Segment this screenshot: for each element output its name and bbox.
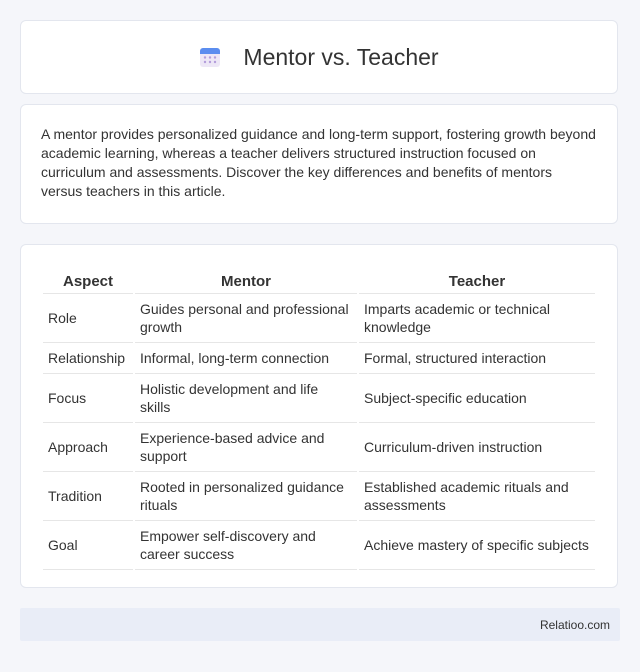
table-row [43, 521, 595, 570]
comparison-table-card [20, 244, 618, 588]
title-card [20, 20, 618, 94]
intro-text: A mentor provides personalized guidance and long-term support, fostering growth beyond academic learning, whereas a teacher delivers structured instruction focused on curriculum and assessments. Discover the key differences and benefits of mentors versus teachers in this article. [41, 126, 596, 199]
table-row [43, 374, 595, 423]
row-teacher: Achieve mastery of specific subjects [359, 521, 595, 570]
row-aspect: Tradition [43, 472, 133, 521]
calendar-icon [199, 46, 221, 68]
row-mentor: Empower self-discovery and career success [135, 521, 357, 570]
footer [20, 608, 620, 641]
row-teacher: Curriculum-driven instruction [359, 423, 595, 472]
row-teacher: Imparts academic or technical knowledge [359, 294, 595, 343]
row-teacher: Subject-specific education [359, 374, 595, 423]
row-mentor: Rooted in personalized guidance rituals [135, 472, 357, 521]
row-mentor: Informal, long-term connection [135, 343, 357, 374]
table-row [43, 472, 595, 521]
row-aspect: Relationship [43, 343, 133, 374]
table-row [43, 423, 595, 472]
row-aspect: Focus [43, 374, 133, 423]
row-mentor: Guides personal and professional growth [135, 294, 357, 343]
row-teacher: Formal, structured interaction [359, 343, 595, 374]
table-row [43, 294, 595, 343]
row-aspect: Approach [43, 423, 133, 472]
row-aspect: Role [43, 294, 133, 343]
footer-site-link[interactable]: Relatioo.com [539, 617, 610, 632]
row-mentor: Holistic development and life skills [135, 374, 357, 423]
table-header-row [43, 265, 595, 294]
intro-card [20, 104, 618, 224]
row-teacher: Established academic rituals and assessments [359, 472, 595, 521]
header-mentor: Mentor [135, 265, 357, 294]
row-aspect: Goal [43, 521, 133, 570]
page-title: Mentor vs. Teacher [243, 43, 439, 70]
title-wrap [199, 44, 438, 71]
row-mentor: Experience-based advice and support [135, 423, 357, 472]
comparison-table [41, 265, 597, 570]
table-row [43, 343, 595, 374]
header-aspect: Aspect [43, 265, 133, 294]
header-teacher: Teacher [359, 265, 595, 294]
